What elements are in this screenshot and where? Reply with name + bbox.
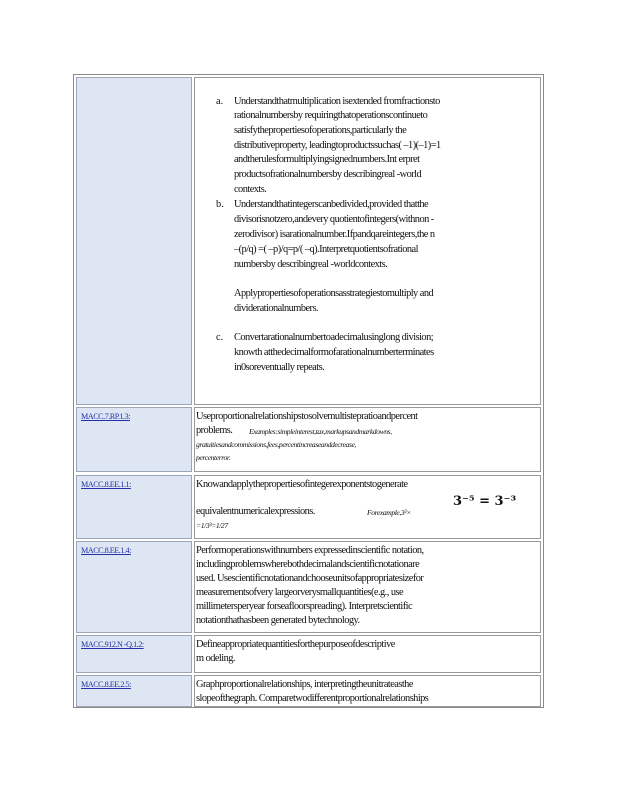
- description-line: includingproblemswherebothdecimalandscientificnotationare: [196, 559, 420, 570]
- description-cell: [194, 635, 541, 673]
- code-cell: [76, 675, 192, 707]
- item-b-line-3: zerodivisor) isarationalnumber.Ifpandqareintegers,the n: [234, 229, 435, 240]
- item-c-line-2: knowth atthedecimalformofarationalnumberterminates: [234, 347, 434, 358]
- description-line: Useproportionalrelationshipstosolvemultistepratioandpercent: [196, 411, 418, 422]
- table-row: [74, 475, 543, 539]
- item-a-line-6: productsofrationalnumbersby describingreal -world: [234, 169, 422, 180]
- standard-code-link[interactable]: MACC.8.EE.1.4:: [81, 546, 131, 555]
- table-row: [74, 541, 543, 633]
- description-line: Knowandapplythepropertiesofintegerexponentstogenerate: [196, 479, 408, 490]
- code-cell: [76, 407, 192, 472]
- item-c-line-1: Convertarationalnumbertoadecimalusinglong division;: [234, 332, 434, 343]
- item-b-line-7: Applypropertiesofoperationsasstrategiestomultiply and: [234, 288, 434, 299]
- item-a-line-5: andtherulesformultiplyingsignednumbers.Int erpret: [234, 154, 420, 165]
- description-line: equivalentnumericalexpressions.: [196, 506, 315, 517]
- standards-table: [73, 74, 544, 708]
- description-line: slopeofthegraph. Comparetwodifferentproportionalrelationships: [196, 693, 429, 704]
- description-line: m odeling.: [196, 653, 235, 664]
- description-line: Defineappropriatequantitiesforthepurposeofdescriptive: [196, 639, 395, 650]
- code-cell: [76, 635, 192, 673]
- list-marker-b: b.: [216, 199, 224, 210]
- description-cell: [194, 475, 541, 539]
- examples-text: Examples:simpleinterest,tax,markupsandmarkdowns,: [249, 427, 392, 436]
- description-line: millimetersperyear forseafloorspreading). Interpretscientific: [196, 601, 413, 612]
- item-c-line-3: in0soreventually repeats.: [234, 362, 325, 373]
- exponent-expression: 3⁻⁵ = 3⁻³: [453, 494, 517, 509]
- table-row: [74, 407, 543, 472]
- item-b-line-5: numbersby describingreal -worldcontexts.: [234, 259, 388, 270]
- description-line: problems.: [196, 425, 233, 436]
- item-a-line-4: distributiveproperty, leadingtoproductssuchas( –1)(–1)=1: [234, 140, 441, 151]
- list-marker-a: a.: [216, 96, 224, 107]
- examples-text: gratuitiesandcommissions,fees,percentincreaseanddecrease,: [196, 440, 357, 449]
- code-cell: [76, 77, 192, 405]
- item-b-line-2: divisorisnotzero,andevery quotientofintegers(withnon -: [234, 214, 434, 225]
- item-b-line-1: Understandthatintegerscanbedivided,provided thatthe: [234, 199, 429, 210]
- standard-code-link[interactable]: MACC.912.N -Q.1.2:: [81, 640, 144, 649]
- description-line: measurementsofvery largeorverysmallquantities(e.g., use: [196, 587, 404, 598]
- description-line: used. Usescientificnotationandchooseunitsofappropriatesizefor: [196, 573, 424, 584]
- description-cell: [194, 407, 541, 472]
- example-result: =1/3³=1/27: [196, 521, 228, 530]
- table-row: [74, 635, 543, 673]
- example-label: Forexample,3²×: [367, 508, 411, 517]
- description-line: Performoperationswithnumbers expressedinscientific notation,: [196, 545, 424, 556]
- item-b-line-4: –(p/q) =( –p)/q=p/( –q).Interpretquotientsofrational: [234, 244, 418, 255]
- table-row: [74, 675, 543, 707]
- table-row: [74, 77, 543, 405]
- standard-code-link[interactable]: MACC.7.RP.1.3:: [81, 412, 130, 421]
- list-marker-c: c.: [216, 332, 224, 343]
- code-cell: [76, 541, 192, 633]
- standard-code-link[interactable]: MACC.8.EE.2.5:: [81, 680, 131, 689]
- description-cell: [194, 77, 541, 405]
- item-a-line-1: Understandthatmultiplication isextended fromfractionsto: [234, 96, 440, 107]
- standard-code-link[interactable]: MACC.8.EE.1.1:: [81, 480, 131, 489]
- description-line: notationthathasbeen generated bytechnology.: [196, 615, 360, 626]
- item-a-line-3: satisfythepropertiesofoperations,particularly the: [234, 125, 407, 136]
- code-cell: [76, 475, 192, 539]
- item-b-line-8: dividerationalnumbers.: [234, 303, 318, 314]
- examples-text: percenterror.: [196, 453, 231, 462]
- item-a-line-2: rationalnumbersby requiringthatoperationscontinueto: [234, 110, 428, 121]
- item-a-line-7: contexts.: [234, 184, 267, 195]
- description-cell: [194, 675, 541, 707]
- description-line: Graphproportionalrelationships, interpretingtheunitrateasthe: [196, 679, 413, 690]
- description-cell: [194, 541, 541, 633]
